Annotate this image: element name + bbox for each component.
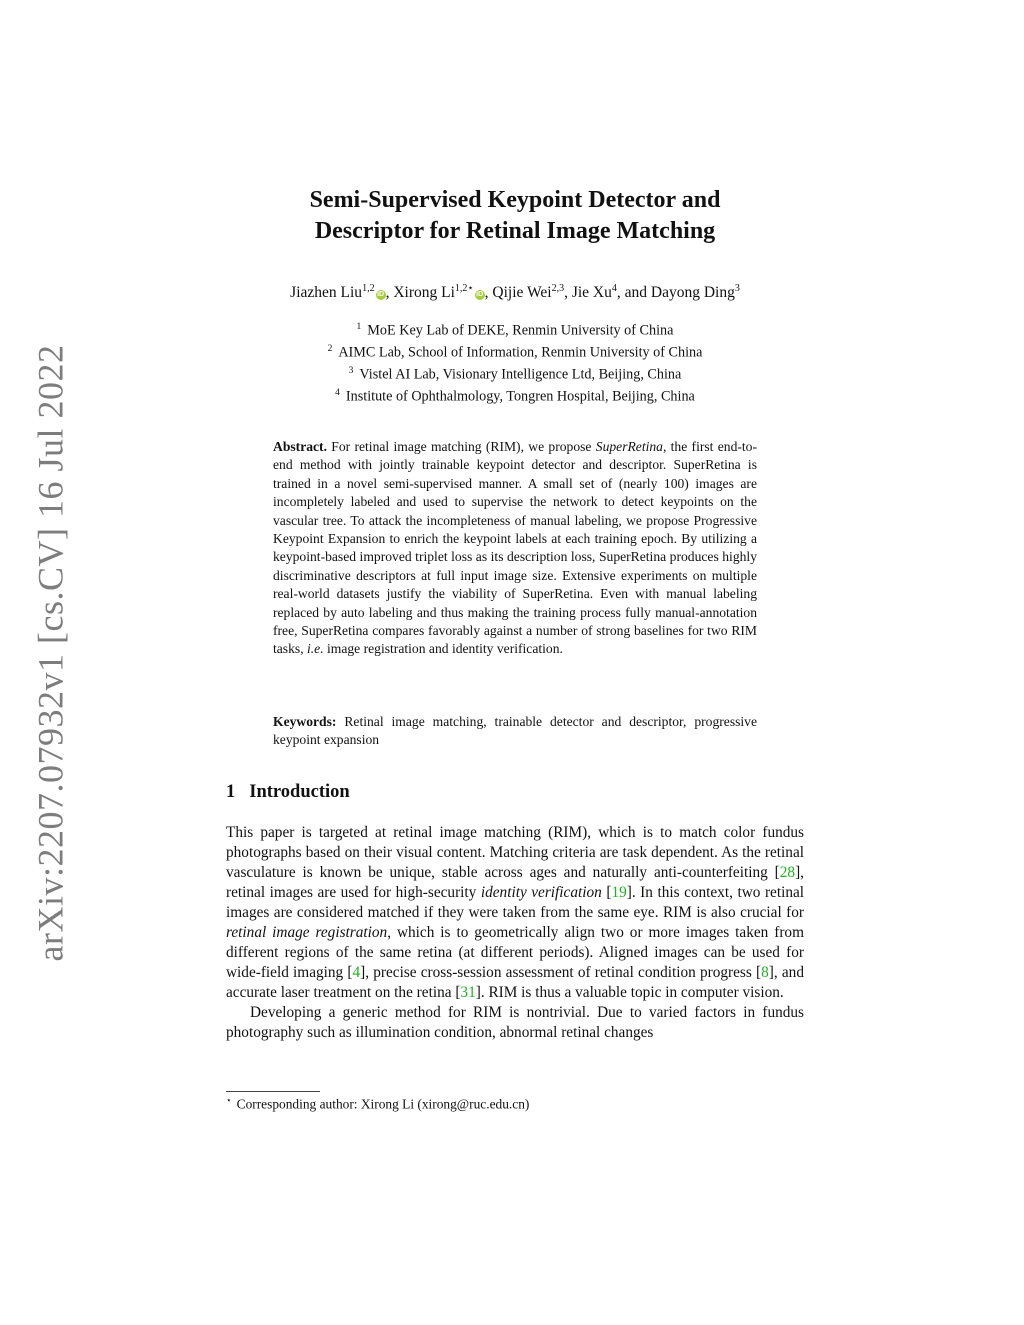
arxiv-stamp-text: arXiv:2207.07932v1 [cs.CV] 16 Jul 2022 xyxy=(30,344,70,961)
author: Jie Xu$^4$, and xyxy=(571,283,651,302)
keywords-text: Retinal image matching, trainable detector and descriptor, progressive keypoint expansion xyxy=(273,714,758,748)
abstract: Abstract. For retinal image matching (RIM), we propose SuperRetina, the first end-to-end method with jointly trainable keypoint detector and descriptor. SuperRetina is trained in a novel semi-supervised manner. A small set of (nearly 100) images are incompletely labeled and used to supervise the network to detect keypoints on the vascular tree. To attack the incompleteness of manual labeling, we propose Progressive Keypoint Expansion to enrich the keypoint labels at each training epoch. By utilizing a keypoint-based improved triplet loss as its description loss, SuperRetina produces highly discriminative descriptors at full input image size. Extensive experiments on multiple real-world datasets justify the viability of SuperRetina. Even with manual labeling replaced by auto labeling and thus making the training process fully manual-annotation free, SuperRetina compares favorably against a number of strong baselines for two RIM tasks, i.e. image registration and identity verification. xyxy=(273,439,758,657)
keywords xyxy=(273,713,757,750)
author: Jiazhen Liu$^{1,2}$iD, xyxy=(290,283,394,302)
title-line-2: Descriptor for Retinal Image Matching xyxy=(314,218,716,244)
paper-title xyxy=(200,185,830,247)
title-line-1: Semi-Supervised Keypoint Detector and xyxy=(309,187,721,213)
abstract-label: Abstract. xyxy=(273,439,327,454)
paragraph: Developing a generic method for RIM is nontrivial. Due to varied factors in fundus photography such as illumination condition, abnormal retinal changes xyxy=(226,1004,804,1041)
method-name: SuperRetina xyxy=(595,439,663,454)
footnote-mark: ⋆ xyxy=(226,1095,232,1105)
affiliation-item: $^4$ Institute of Ophthalmology, Tongren Hospital, Beijing, China xyxy=(335,388,695,405)
author: Dayong Ding$^3$ xyxy=(650,283,740,302)
arxiv-identifier-stamp xyxy=(28,344,72,961)
keywords-label: Keywords: xyxy=(273,714,337,729)
affiliation-item: $^1$ MoE Key Lab of DEKE, Renmin University of China xyxy=(356,322,674,339)
author: Qijie Wei$^{2,3}$, xyxy=(492,283,572,302)
citation-link[interactable]: 28 xyxy=(779,864,796,881)
affiliation-list xyxy=(230,318,800,406)
author: Xirong $Li^{1,2⋆}iD$, xyxy=(393,283,493,302)
affiliation-item: $^2$ AIMC Lab, School of Information, Renmin University of China xyxy=(327,344,703,361)
orcid-icon[interactable]: iD xyxy=(476,291,484,299)
orcid-icon[interactable]: iD xyxy=(377,291,385,299)
citation-link[interactable]: 31 xyxy=(460,984,476,1001)
section-number: 1 xyxy=(226,782,236,802)
body-text xyxy=(226,823,804,1043)
footnote-divider xyxy=(226,1091,320,1092)
footnote xyxy=(226,1095,529,1112)
section-title-text: Introduction xyxy=(249,782,350,802)
section-heading xyxy=(226,782,350,803)
affiliation-item: $^3$ Vistel AI Lab, Visionary Intelligence Ltd, Beijing, China xyxy=(348,366,682,383)
citation-link[interactable]: 8 xyxy=(761,964,769,981)
citation-link[interactable]: 4 xyxy=(352,964,361,981)
footnote-text: Corresponding author: Xirong Li (xirong@ruc.edu.cn) xyxy=(236,1096,530,1112)
paragraph: This paper is targeted at retinal image matching (RIM), which is to match color fundus photographs based on their visual content. Matching criteria are task dependent. As the retinal vasculature is known be unique, stable across ages and naturally anti-counterfeiting [28], retinal images are used for high-security identity verification [19]. In this context, two retinal images are considered matched if they were taken from the same eye. RIM is also crucial for retinal image registration, which is to geometrically align two or more images taken from different regions of the same retina (at different periods). Aligned images can be used for wide-field imaging [4], precise cross-session assessment of retinal condition progress [8], and accurate laser treatment on the retina [31]. RIM is thus a valuable topic in computer vision. xyxy=(226,824,805,1001)
citation-link[interactable]: 19 xyxy=(611,884,627,901)
author-list xyxy=(180,283,850,302)
